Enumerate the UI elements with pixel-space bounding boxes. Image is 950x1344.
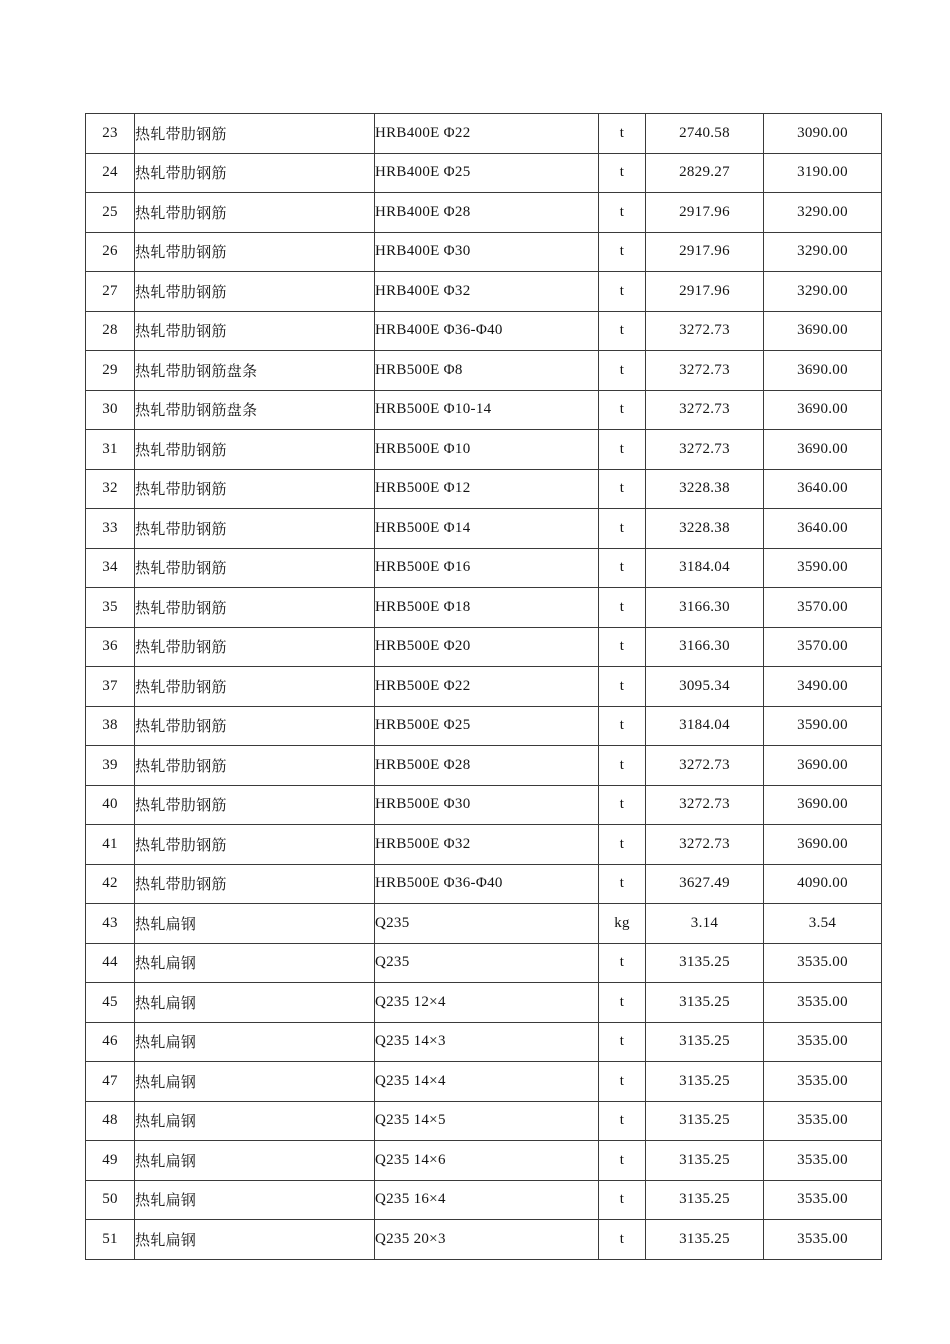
price-1-cell: 3166.30 — [646, 627, 764, 667]
material-name-cell: 热轧扁钢 — [135, 1062, 375, 1102]
price-1-cell: 2917.96 — [646, 272, 764, 312]
unit-cell: t — [599, 1101, 646, 1141]
unit-cell: t — [599, 983, 646, 1023]
table-row — [86, 825, 882, 865]
table-row — [86, 785, 882, 825]
table-row — [86, 943, 882, 983]
spec-cell: HRB500E Φ20 — [375, 627, 599, 667]
spec-cell: HRB500E Φ30 — [375, 785, 599, 825]
material-name-cell: 热轧扁钢 — [135, 1180, 375, 1220]
table-row — [86, 588, 882, 628]
price-2-cell: 3690.00 — [764, 351, 882, 391]
unit-cell: t — [599, 1180, 646, 1220]
price-1-cell: 3135.25 — [646, 1220, 764, 1260]
price-2-cell: 3190.00 — [764, 153, 882, 193]
price-1-cell: 3135.25 — [646, 943, 764, 983]
price-2-cell: 3535.00 — [764, 1022, 882, 1062]
price-1-cell: 3228.38 — [646, 509, 764, 549]
spec-cell: HRB400E Φ36-Φ40 — [375, 311, 599, 351]
table-row — [86, 706, 882, 746]
price-2-cell: 3535.00 — [764, 983, 882, 1023]
table-row — [86, 1062, 882, 1102]
material-name-cell: 热轧带肋钢筋 — [135, 864, 375, 904]
table-row — [86, 114, 882, 154]
material-name-cell: 热轧带肋钢筋 — [135, 430, 375, 470]
price-1-cell: 2917.96 — [646, 232, 764, 272]
row-number-cell: 35 — [86, 588, 135, 628]
unit-cell: t — [599, 509, 646, 549]
price-2-cell: 3690.00 — [764, 785, 882, 825]
row-number-cell: 24 — [86, 153, 135, 193]
unit-cell: t — [599, 153, 646, 193]
row-number-cell: 25 — [86, 193, 135, 233]
unit-cell: t — [599, 311, 646, 351]
row-number-cell: 36 — [86, 627, 135, 667]
price-1-cell: 3272.73 — [646, 430, 764, 470]
price-2-cell: 3490.00 — [764, 667, 882, 707]
table-row — [86, 627, 882, 667]
price-2-cell: 3690.00 — [764, 430, 882, 470]
row-number-cell: 29 — [86, 351, 135, 391]
table-row — [86, 746, 882, 786]
spec-cell: Q235 — [375, 943, 599, 983]
price-2-cell: 3090.00 — [764, 114, 882, 154]
spec-cell: Q235 14×4 — [375, 1062, 599, 1102]
price-2-cell: 3570.00 — [764, 588, 882, 628]
unit-cell: t — [599, 667, 646, 707]
spec-cell: Q235 16×4 — [375, 1180, 599, 1220]
price-1-cell: 3272.73 — [646, 746, 764, 786]
material-name-cell: 热轧扁钢 — [135, 943, 375, 983]
table-row — [86, 311, 882, 351]
table-row — [86, 548, 882, 588]
unit-cell: t — [599, 588, 646, 628]
price-2-cell: 4090.00 — [764, 864, 882, 904]
unit-cell: t — [599, 548, 646, 588]
price-2-cell: 3590.00 — [764, 548, 882, 588]
price-2-cell: 3290.00 — [764, 193, 882, 233]
unit-cell: kg — [599, 904, 646, 944]
spec-cell: Q235 14×6 — [375, 1141, 599, 1181]
table-row — [86, 509, 882, 549]
material-name-cell: 热轧带肋钢筋 — [135, 153, 375, 193]
unit-cell: t — [599, 390, 646, 430]
unit-cell: t — [599, 469, 646, 509]
row-number-cell: 45 — [86, 983, 135, 1023]
row-number-cell: 32 — [86, 469, 135, 509]
price-1-cell: 3184.04 — [646, 548, 764, 588]
price-1-cell: 3228.38 — [646, 469, 764, 509]
table-row — [86, 153, 882, 193]
price-1-cell: 3166.30 — [646, 588, 764, 628]
material-name-cell: 热轧带肋钢筋盘条 — [135, 351, 375, 391]
material-name-cell: 热轧扁钢 — [135, 904, 375, 944]
material-name-cell: 热轧带肋钢筋 — [135, 627, 375, 667]
table-row — [86, 193, 882, 233]
material-name-cell: 热轧带肋钢筋 — [135, 667, 375, 707]
row-number-cell: 23 — [86, 114, 135, 154]
row-number-cell: 27 — [86, 272, 135, 312]
table-row — [86, 430, 882, 470]
spec-cell: HRB500E Φ28 — [375, 746, 599, 786]
unit-cell: t — [599, 272, 646, 312]
unit-cell: t — [599, 193, 646, 233]
row-number-cell: 28 — [86, 311, 135, 351]
price-1-cell: 3095.34 — [646, 667, 764, 707]
price-1-cell: 3135.25 — [646, 1101, 764, 1141]
table-row — [86, 983, 882, 1023]
unit-cell: t — [599, 1220, 646, 1260]
material-name-cell: 热轧带肋钢筋 — [135, 825, 375, 865]
unit-cell: t — [599, 785, 646, 825]
row-number-cell: 50 — [86, 1180, 135, 1220]
material-name-cell: 热轧带肋钢筋 — [135, 469, 375, 509]
row-number-cell: 40 — [86, 785, 135, 825]
price-2-cell: 3.54 — [764, 904, 882, 944]
price-2-cell: 3535.00 — [764, 1220, 882, 1260]
price-1-cell: 3272.73 — [646, 351, 764, 391]
unit-cell: t — [599, 627, 646, 667]
row-number-cell: 26 — [86, 232, 135, 272]
price-1-cell: 3627.49 — [646, 864, 764, 904]
material-name-cell: 热轧扁钢 — [135, 1220, 375, 1260]
spec-cell: HRB500E Φ18 — [375, 588, 599, 628]
price-2-cell: 3290.00 — [764, 232, 882, 272]
table-row — [86, 469, 882, 509]
price-2-cell: 3690.00 — [764, 311, 882, 351]
price-2-cell: 3590.00 — [764, 706, 882, 746]
spec-cell: HRB400E Φ30 — [375, 232, 599, 272]
material-name-cell: 热轧带肋钢筋盘条 — [135, 390, 375, 430]
material-name-cell: 热轧扁钢 — [135, 1022, 375, 1062]
spec-cell: HRB500E Φ16 — [375, 548, 599, 588]
price-1-cell: 2917.96 — [646, 193, 764, 233]
row-number-cell: 42 — [86, 864, 135, 904]
price-2-cell: 3640.00 — [764, 509, 882, 549]
row-number-cell: 30 — [86, 390, 135, 430]
spec-cell: Q235 20×3 — [375, 1220, 599, 1260]
row-number-cell: 41 — [86, 825, 135, 865]
price-2-cell: 3640.00 — [764, 469, 882, 509]
price-1-cell: 3184.04 — [646, 706, 764, 746]
table-row — [86, 272, 882, 312]
price-2-cell: 3570.00 — [764, 627, 882, 667]
unit-cell: t — [599, 746, 646, 786]
material-name-cell: 热轧带肋钢筋 — [135, 509, 375, 549]
material-name-cell: 热轧扁钢 — [135, 983, 375, 1023]
unit-cell: t — [599, 1141, 646, 1181]
price-1-cell: 3135.25 — [646, 1022, 764, 1062]
price-1-cell: 3135.25 — [646, 1180, 764, 1220]
material-name-cell: 热轧带肋钢筋 — [135, 311, 375, 351]
row-number-cell: 34 — [86, 548, 135, 588]
spec-cell: HRB500E Φ36-Φ40 — [375, 864, 599, 904]
material-name-cell: 热轧带肋钢筋 — [135, 193, 375, 233]
table-row — [86, 1022, 882, 1062]
row-number-cell: 31 — [86, 430, 135, 470]
spec-cell: HRB500E Φ10 — [375, 430, 599, 470]
price-1-cell: 2740.58 — [646, 114, 764, 154]
price-2-cell: 3535.00 — [764, 1180, 882, 1220]
unit-cell: t — [599, 1022, 646, 1062]
material-name-cell: 热轧带肋钢筋 — [135, 548, 375, 588]
unit-cell: t — [599, 864, 646, 904]
unit-cell: t — [599, 706, 646, 746]
unit-cell: t — [599, 825, 646, 865]
price-1-cell: 2829.27 — [646, 153, 764, 193]
table-row — [86, 1180, 882, 1220]
spec-cell: Q235 — [375, 904, 599, 944]
row-number-cell: 44 — [86, 943, 135, 983]
spec-cell: HRB500E Φ8 — [375, 351, 599, 391]
spec-cell: HRB500E Φ25 — [375, 706, 599, 746]
material-name-cell: 热轧带肋钢筋 — [135, 232, 375, 272]
row-number-cell: 51 — [86, 1220, 135, 1260]
row-number-cell: 37 — [86, 667, 135, 707]
row-number-cell: 33 — [86, 509, 135, 549]
unit-cell: t — [599, 351, 646, 391]
material-name-cell: 热轧带肋钢筋 — [135, 746, 375, 786]
spec-cell: HRB400E Φ28 — [375, 193, 599, 233]
row-number-cell: 47 — [86, 1062, 135, 1102]
spec-cell: Q235 14×5 — [375, 1101, 599, 1141]
price-2-cell: 3690.00 — [764, 746, 882, 786]
table-row — [86, 1220, 882, 1260]
spec-cell: HRB500E Φ14 — [375, 509, 599, 549]
unit-cell: t — [599, 943, 646, 983]
table-row — [86, 1141, 882, 1181]
material-name-cell: 热轧扁钢 — [135, 1101, 375, 1141]
price-1-cell: 3272.73 — [646, 390, 764, 430]
price-table-container — [85, 113, 881, 1260]
price-1-cell: 3272.73 — [646, 311, 764, 351]
price-2-cell: 3535.00 — [764, 1062, 882, 1102]
price-1-cell: 3272.73 — [646, 785, 764, 825]
table-row — [86, 351, 882, 391]
price-table-body — [86, 114, 882, 1260]
spec-cell: HRB400E Φ25 — [375, 153, 599, 193]
spec-cell: HRB500E Φ12 — [375, 469, 599, 509]
material-name-cell: 热轧带肋钢筋 — [135, 706, 375, 746]
spec-cell: Q235 12×4 — [375, 983, 599, 1023]
price-2-cell: 3535.00 — [764, 1141, 882, 1181]
material-name-cell: 热轧带肋钢筋 — [135, 272, 375, 312]
material-name-cell: 热轧带肋钢筋 — [135, 114, 375, 154]
price-1-cell: 3135.25 — [646, 983, 764, 1023]
material-name-cell: 热轧带肋钢筋 — [135, 588, 375, 628]
row-number-cell: 49 — [86, 1141, 135, 1181]
row-number-cell: 39 — [86, 746, 135, 786]
material-name-cell: 热轧扁钢 — [135, 1141, 375, 1181]
table-row — [86, 390, 882, 430]
row-number-cell: 46 — [86, 1022, 135, 1062]
spec-cell: HRB500E Φ32 — [375, 825, 599, 865]
price-1-cell: 3135.25 — [646, 1141, 764, 1181]
price-1-cell: 3135.25 — [646, 1062, 764, 1102]
row-number-cell: 43 — [86, 904, 135, 944]
unit-cell: t — [599, 430, 646, 470]
unit-cell: t — [599, 232, 646, 272]
price-table — [85, 113, 882, 1260]
spec-cell: HRB400E Φ22 — [375, 114, 599, 154]
unit-cell: t — [599, 1062, 646, 1102]
row-number-cell: 48 — [86, 1101, 135, 1141]
price-2-cell: 3535.00 — [764, 1101, 882, 1141]
spec-cell: Q235 14×3 — [375, 1022, 599, 1062]
table-row — [86, 667, 882, 707]
price-2-cell: 3690.00 — [764, 390, 882, 430]
table-row — [86, 232, 882, 272]
unit-cell: t — [599, 114, 646, 154]
price-2-cell: 3290.00 — [764, 272, 882, 312]
price-2-cell: 3690.00 — [764, 825, 882, 865]
price-1-cell: 3.14 — [646, 904, 764, 944]
spec-cell: HRB500E Φ22 — [375, 667, 599, 707]
spec-cell: HRB400E Φ32 — [375, 272, 599, 312]
table-row — [86, 864, 882, 904]
price-1-cell: 3272.73 — [646, 825, 764, 865]
material-name-cell: 热轧带肋钢筋 — [135, 785, 375, 825]
table-row — [86, 1101, 882, 1141]
spec-cell: HRB500E Φ10-14 — [375, 390, 599, 430]
table-row — [86, 904, 882, 944]
row-number-cell: 38 — [86, 706, 135, 746]
price-2-cell: 3535.00 — [764, 943, 882, 983]
